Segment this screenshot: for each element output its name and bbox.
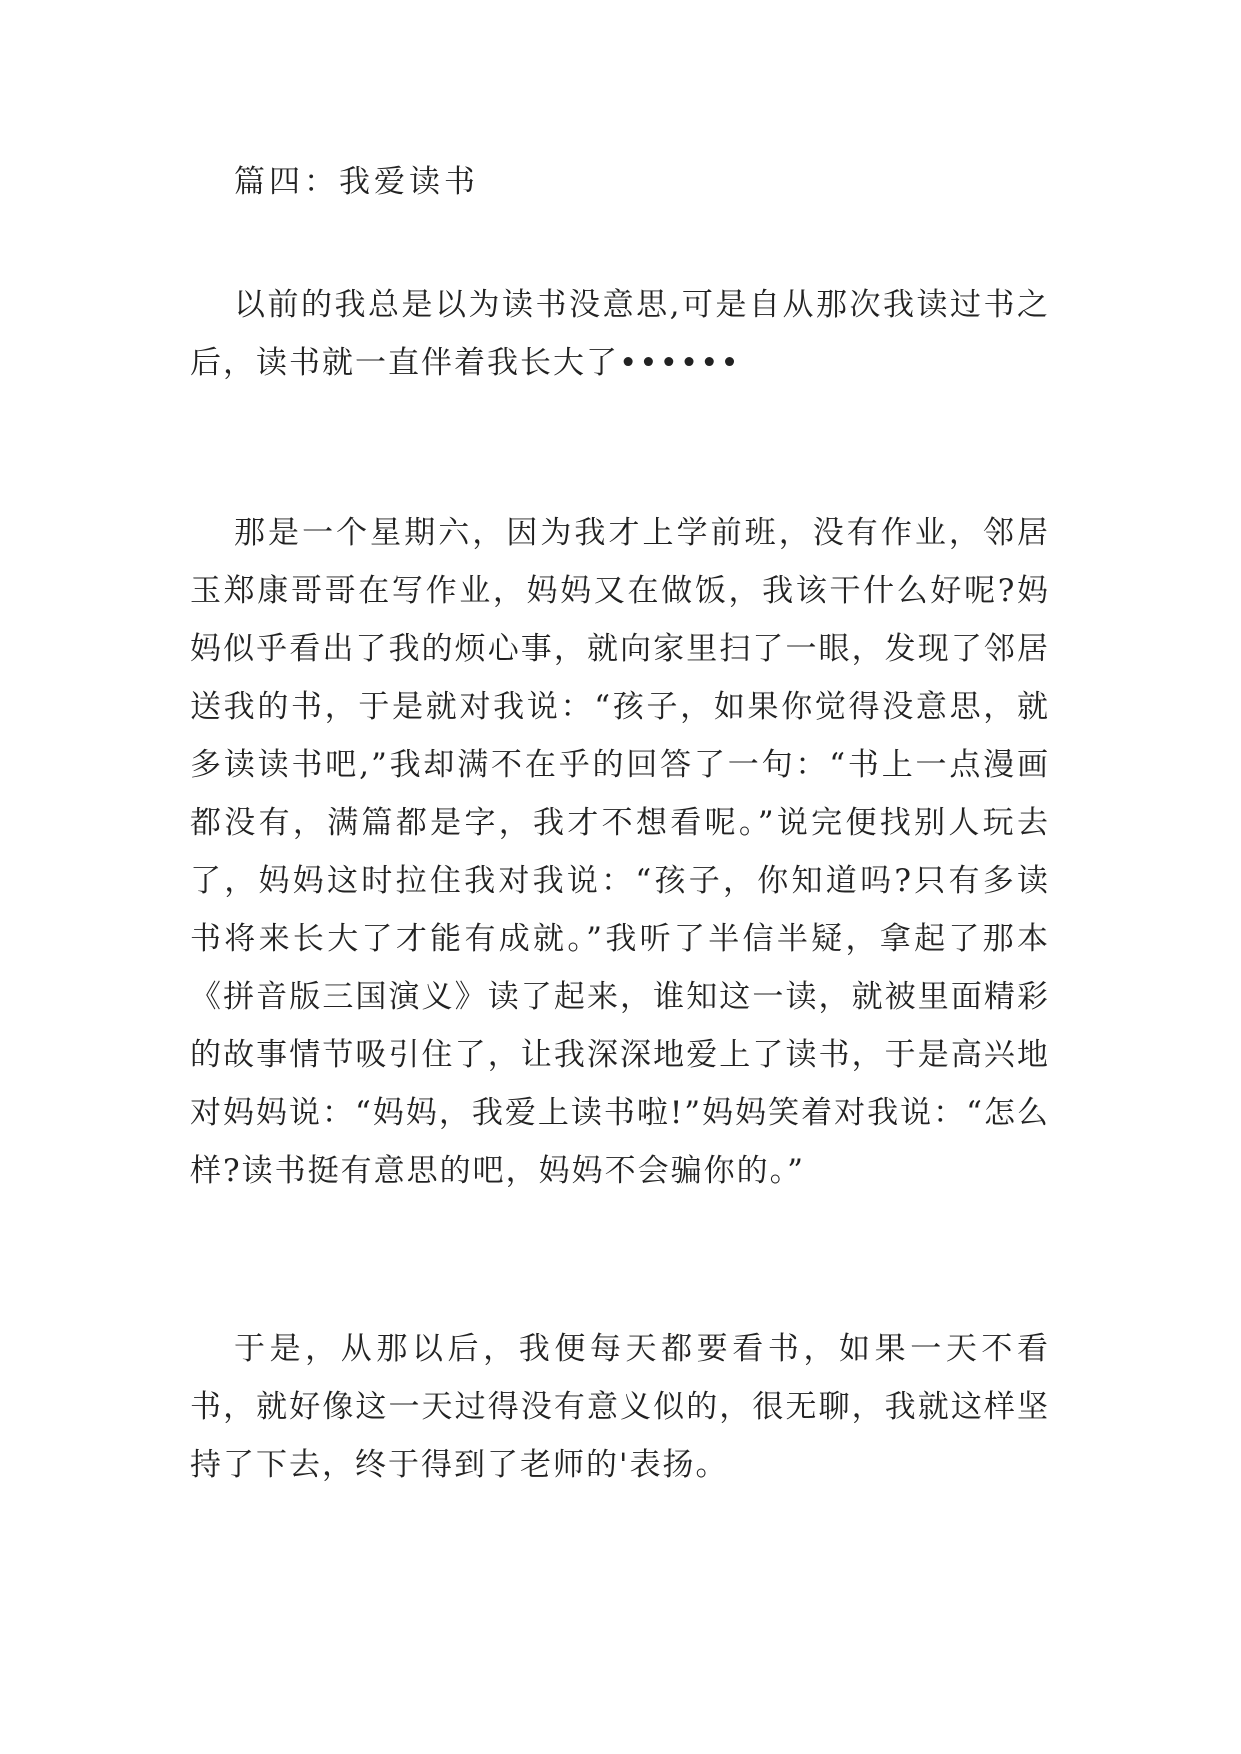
paragraph-intro: 以前的我总是以为读书没意思,可是自从那次我读过书之后，读书就一直伴着我长大了••••••: [190, 287, 1050, 381]
document-title: 篇四：我爱读书: [234, 164, 479, 200]
paragraph-story: 那是一个星期六，因为我才上学前班，没有作业，邻居玉郑康哥哥在写作业，妈妈又在做饭，我该干什么好呢?妈妈似乎看出了我的烦心事，就向家里扫了一眼，发现了邻居送我的书，于是就对我说：“孩子，如果你觉得没意思，就多读读书吧,”我却满不在乎的回答了一句：“书上一点漫画都没有，满篇都是字，我才不想看呢。”说完便找别人玩去了，妈妈这时拉住我对我说：“孩子，你知道吗?只有多读书将来长大了才能有成就。”我听了半信半疑，拿起了那本《拼音版三国演义》读了起来，谁知这一读，就被里面精彩的故事情节吸引住了，让我深深地爱上了读书，于是高兴地对妈妈说：“妈妈，我爱上读书啦!”妈妈笑着对我说：“怎么样?读书挺有意思的吧，妈妈不会骗你的。”: [190, 515, 1050, 1189]
paragraph-conclusion: 于是，从那以后，我便每天都要看书，如果一天不看书，就好像这一天过得没有意义似的，很无聊，我就这样坚持了下去，终于得到了老师的'表扬。: [190, 1331, 1050, 1483]
